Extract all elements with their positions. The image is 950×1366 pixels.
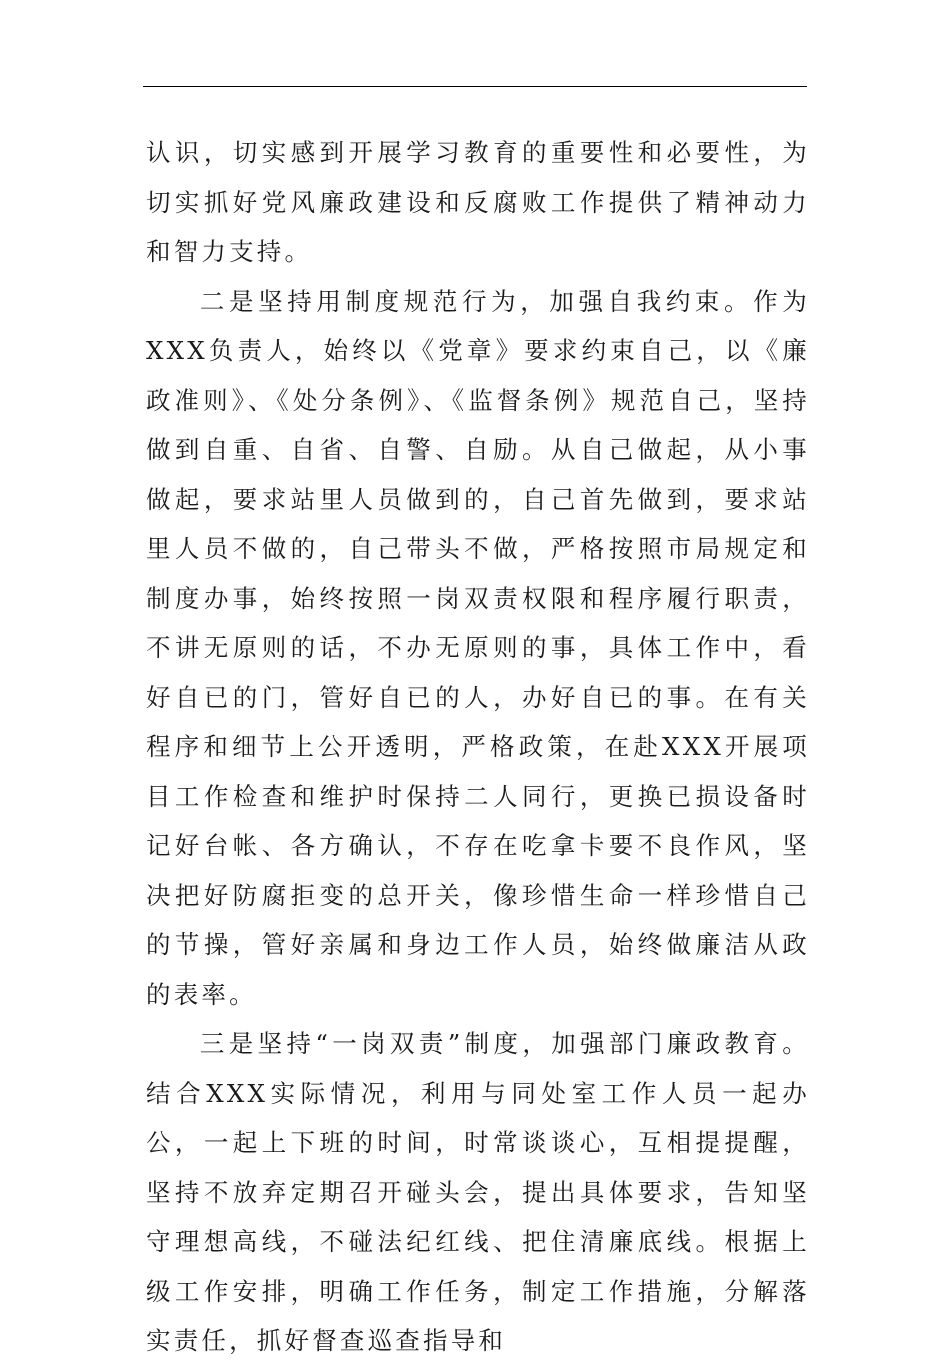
header-rule xyxy=(143,86,807,87)
paragraph-one-post-two-duties: 三是坚持“一岗双责”制度，加强部门廉政教育。结合XXX实际情况，利用与同处室工作人员一起办公，一起上下班的时间，时常谈谈心，互相提提醒，坚持不放弃定期召开碰头会，提出具体要求，告知坚守理想高线，不碰法纪红线、把住清廉底线。根据上级工作安排，明确工作任务，制定工作措施，分解落实责任，抓好督查巡查指导和 xyxy=(146,1029,810,1355)
paragraph-continuation: 认识，切实感到开展学习教育的重要性和必要性，为切实抓好党风廉政建设和反腐败工作提供了精神动力和智力支持。 xyxy=(146,138,810,266)
body-text xyxy=(146,128,810,1366)
paragraph-self-discipline: 二是坚持用制度规范行为，加强自我约束。作为XXX负责人，始终以《党章》要求约束自己，以《廉政准则》、《处分条例》、《监督条例》规范自己，坚持做到自重、自省、自警、自励。从自己做起，从小事做起，要求站里人员做到的，自己首先做到，要求站里人员不做的，自己带头不做，严格按照市局规定和制度办事，始终按照一岗双责权限和程序履行职责，不讲无原则的话，不办无原则的事，具体工作中，看好自已的门，管好自已的人，办好自已的事。在有关程序和细节上公开透明，严格政策，在赴XXX开展项目工作检查和维护时保持二人同行，更换已损设备时记好台帐、各方确认，不存在吃拿卡要不良作风，坚决把好防腐拒变的总开关，像珍惜生命一样珍惜自己的节操，管好亲属和身边工作人员，始终做廉洁从政的表率。 xyxy=(146,286,810,1009)
